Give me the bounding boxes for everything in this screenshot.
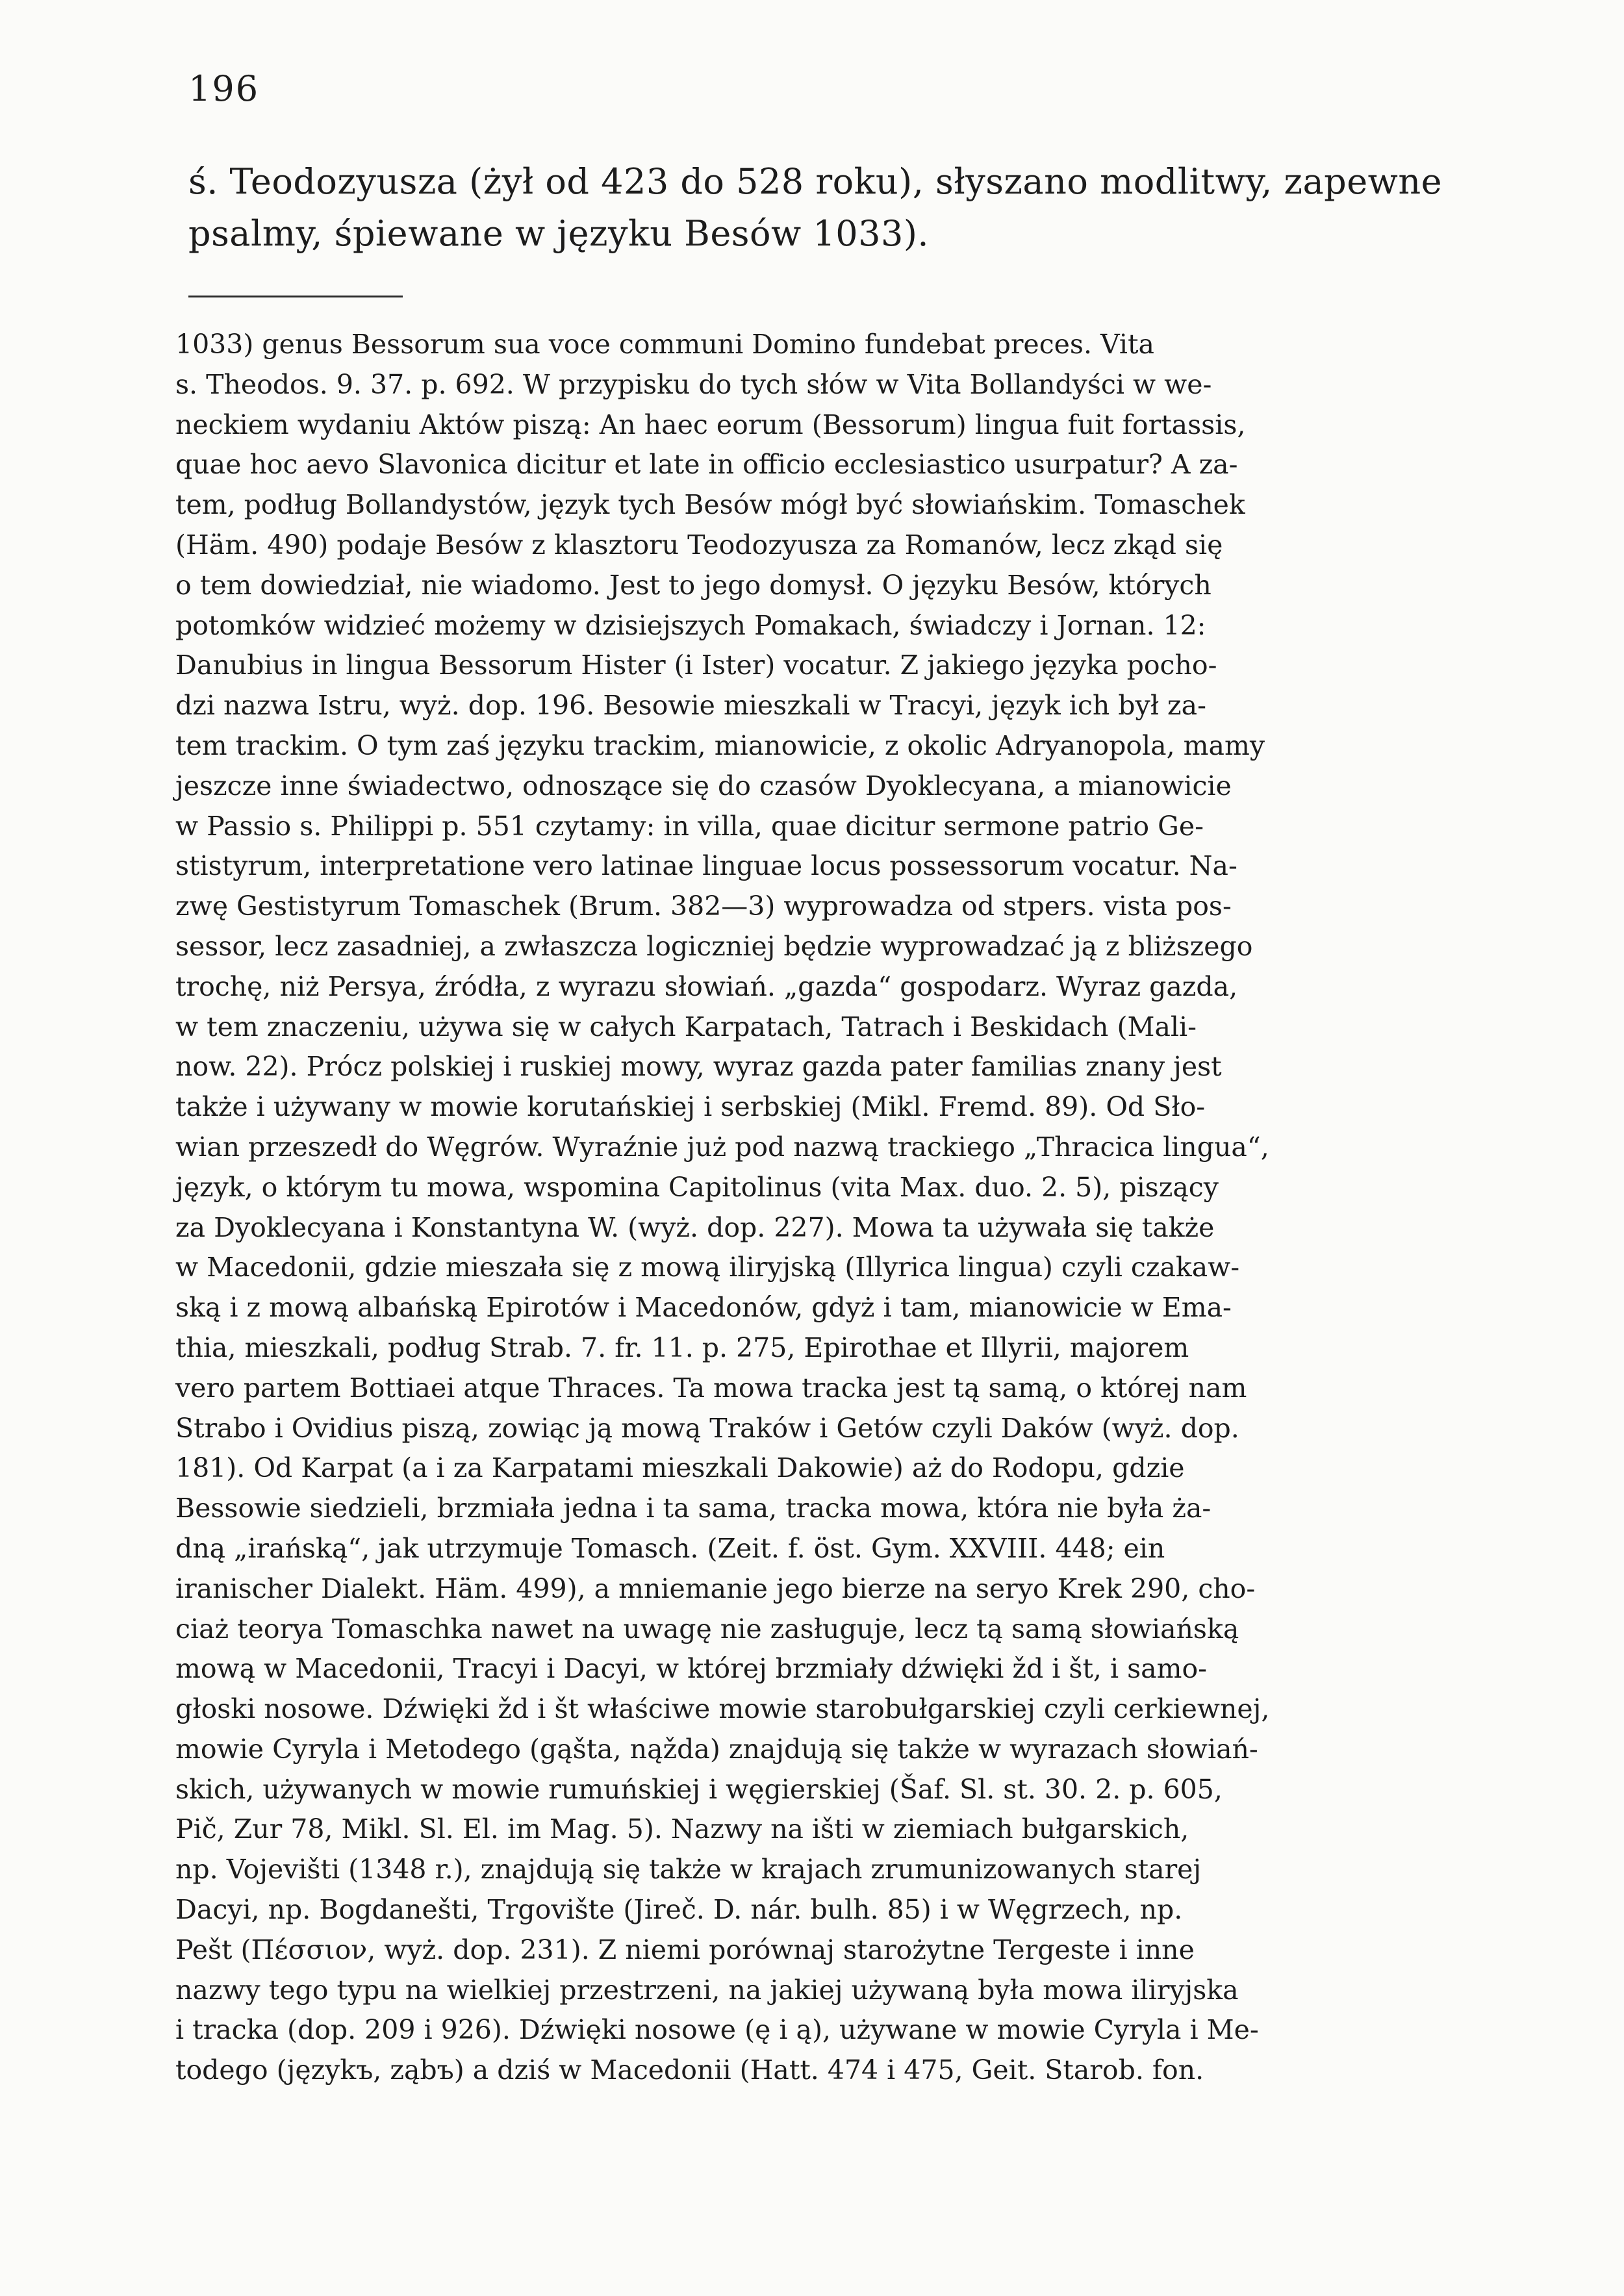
footnote-line: Strabo i Ovidius piszą, zowiąc ją mową Traków i Getów czyli Daków (wyż. dop. (175, 1412, 1239, 1444)
footnote-line: tem trackim. O tym zaś języku trackim, mianowicie, z okolic Adryanopola, mamy (175, 729, 1265, 761)
footnote-line: 1033) genus Bessorum sua voce communi Domino fundebat preces. Vita (175, 329, 1154, 360)
footnote-line: wian przeszedł do Węgrów. Wyraźnie już pod nazwą trackiego „Thracica lingua“, (175, 1131, 1269, 1163)
footnote-line: thia, mieszkali, podług Strab. 7. fr. 11. p. 275, Epirothae et Illyrii, majorem (175, 1331, 1189, 1363)
footnote-line: w Passio s. Philippi p. 551 czytamy: in villa, quae dicitur sermone patrio Ge- (175, 810, 1204, 842)
footnote-1033 (175, 325, 1475, 2091)
footnote-line: głoski nosowe. Dźwięki žd i št właściwe mowie starobułgarskiej czyli cerkiewnej, (175, 1693, 1270, 1725)
footnote-line: Danubius in lingua Bessorum Hister (i Ister) vocatur. Z jakiego języka pocho- (175, 650, 1217, 681)
footnote-line: (Häm. 490) podaje Besów z klasztoru Teodozyusza za Romanów, lecz zkąd się (175, 529, 1223, 561)
footnote-line: i tracka (dop. 209 i 926). Dźwięki nosowe (ę i ą), używane w mowie Cyryla i Me- (175, 2014, 1259, 2046)
footnote-line: zwę Gestistyrum Tomaschek (Brum. 382—3) wyprowadza od stpers. vista pos- (175, 890, 1232, 922)
footnote-line: jeszcze inne świadectwo, odnoszące się do czasów Dyoklecyana, a mianowicie (175, 770, 1232, 801)
page-number: 196 (188, 68, 260, 109)
footnote-line: w tem znaczeniu, używa się w całych Karpatach, Tatrach i Beskidach (Mali- (175, 1011, 1197, 1042)
footnote-line: dzi nazwa Istru, wyż. dop. 196. Besowie mieszkali w Tracyi, język ich był za- (175, 690, 1206, 722)
footnote-line: Dacyi, np. Bogdanešti, Trgovište (Jireč. D. nár. bulh. 85) i w Węgrzech, np. (175, 1894, 1183, 1926)
footnote-line: o tem dowiedział, nie wiadomo. Jest to jego domysł. O języku Besów, których (175, 569, 1212, 601)
body-line: psalmy, śpiewane w języku Besów 1033). (188, 213, 930, 254)
footnote-line: np. Vojevišti (1348 r.), znajdują się także w krajach zrumunizowanych starej (175, 1854, 1202, 1886)
footnote-line: ciaż teorya Tomaschka nawet na uwagę nie zasługuje, lecz tą samą słowiańską (175, 1613, 1239, 1645)
footnote-line: 181). Od Karpat (a i za Karpatami mieszkali Dakowie) aż do Rodopu, gdzie (175, 1452, 1185, 1484)
footnote-line: vero partem Bottiaei atque Thraces. Ta mowa tracka jest tą samą, o której nam (175, 1372, 1247, 1404)
footnote-line: stistyrum, interpretatione vero latinae linguae locus possessorum vocatur. Na- (175, 850, 1237, 882)
footnote-line: s. Theodos. 9. 37. p. 692. W przypisku do tych słów w Vita Bollandyści w we- (175, 368, 1212, 400)
footnote-line: ską i z mową albańską Epirotów i Macedonów, gdyż i tam, mianowicie w Ema- (175, 1292, 1232, 1324)
footnote-line: mowie Cyryla i Metodego (gąšta, nąžda) znajdują się także w wyrazach słowiań- (175, 1733, 1258, 1765)
footnote-line: neckiem wydaniu Aktów piszą: An haec eorum (Bessorum) lingua fuit fortassis, (175, 409, 1246, 440)
footnote-line: dną „irańską“, jak utrzymuje Tomasch. (Zeit. f. öst. Gym. XXVIII. 448; ein (175, 1532, 1165, 1564)
body-paragraph (188, 156, 1462, 260)
footnote-line: język, o którym tu mowa, wspomina Capitolinus (vita Max. duo. 2. 5), piszący (175, 1171, 1219, 1203)
footnote-line: now. 22). Prócz polskiej i ruskiej mowy, wyraz gazda pater familias znany jest (175, 1051, 1222, 1083)
footnote-line: Pešt (Πέσσιον, wyż. dop. 231). Z niemi porównaj starożytne Tergeste i inne (175, 1934, 1195, 1965)
footnote-line: sessor, lecz zasadniej, a zwłaszcza logiczniej będzie wyprowadzać ją z bliższego (175, 930, 1253, 962)
footnote-line: za Dyoklecyana i Konstantyna W. (wyż. dop. 227). Mowa ta używała się także (175, 1211, 1215, 1243)
footnote-line: Bessowie siedzieli, brzmiała jedna i ta sama, tracka mowa, która nie była ża- (175, 1493, 1212, 1524)
footnote-line: Pič, Zur 78, Mikl. Sl. El. im Mag. 5). Nazwy na išti w ziemiach bułgarskich, (175, 1813, 1189, 1845)
footnote-line: nazwy tego typu na wielkiej przestrzeni, na jakiej używaną była mowa iliryjska (175, 1974, 1239, 2006)
footnote-line: tem, podług Bollandystów, język tych Besów mógł być słowiańskim. Tomaschek (175, 489, 1245, 521)
footnote-separator (188, 296, 403, 297)
footnote-line: iranischer Dialekt. Häm. 499), a mniemanie jego bierze na seryo Krek 290, cho- (175, 1572, 1256, 1604)
footnote-line: mową w Macedonii, Tracyi i Dacyi, w której brzmiały dźwięki žd i št, i samo- (175, 1653, 1208, 1685)
footnote-line: potomków widzieć możemy w dzisiejszych Pomakach, świadczy i Jornan. 12: (175, 609, 1206, 641)
footnote-line: todego (językъ, ząbъ) a dziś w Macedonii (Hatt. 474 i 475, Geit. Starob. fon. (175, 2054, 1204, 2086)
footnote-line: skich, używanych w mowie rumuńskiej i węgierskiej (Šaf. Sl. st. 30. 2. p. 605, (175, 1773, 1223, 1805)
footnote-line: także i używany w mowie korutańskiej i serbskiej (Mikl. Fremd. 89). Od Sło- (175, 1091, 1206, 1123)
footnote-line: quae hoc aevo Slavonica dicitur et late in officio ecclesiastico usurpatur? A za- (175, 449, 1238, 481)
footnote-line: trochę, niż Persya, źródła, z wyrazu słowiań. „gazda“ gospodarz. Wyraz gazda, (175, 970, 1238, 1002)
footnote-line: w Macedonii, gdzie mieszała się z mową iliryjską (Illyrica lingua) czyli czakaw- (175, 1252, 1240, 1283)
body-line: ś. Teodozyusza (żył od 423 do 528 roku), słyszano modlitwy, zapewne (188, 161, 1443, 202)
